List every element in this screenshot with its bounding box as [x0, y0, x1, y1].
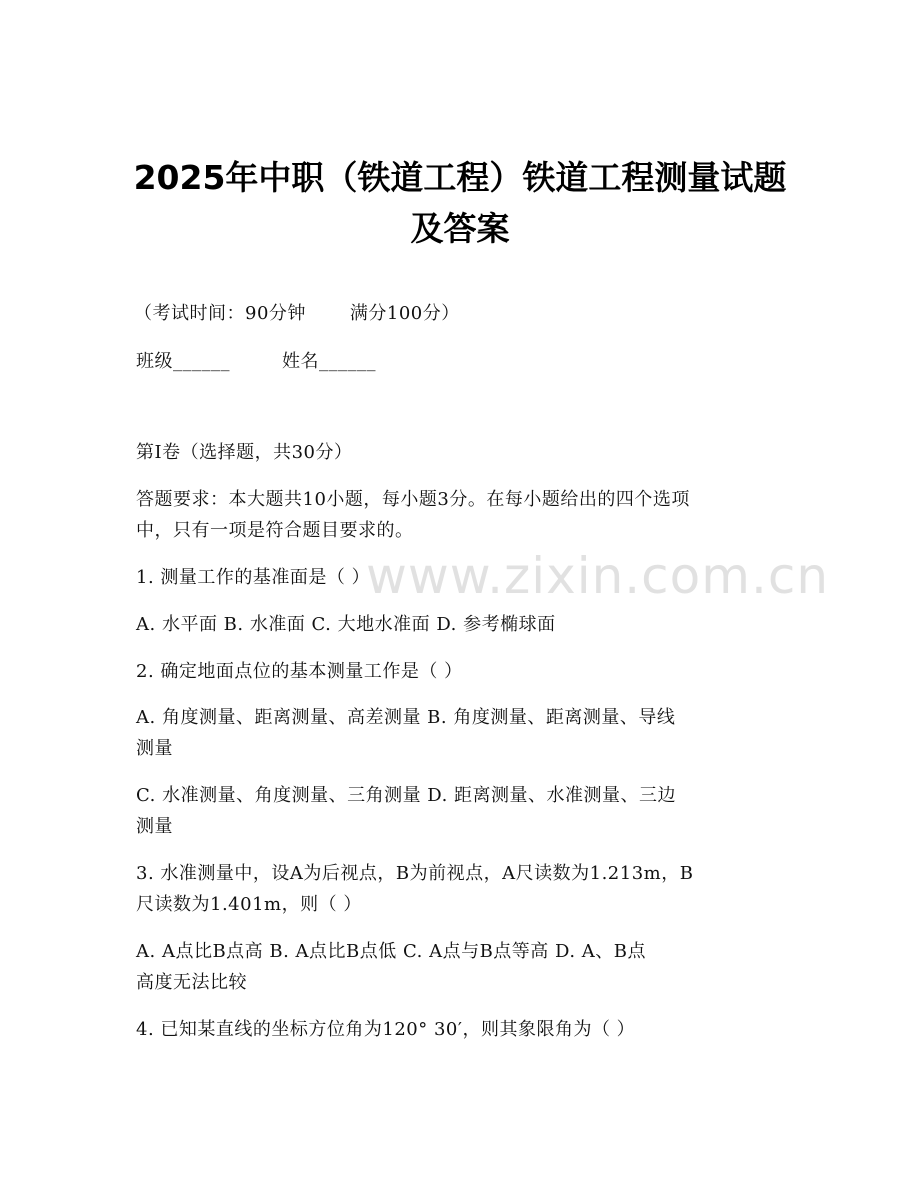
question-4-stem: 4. 已知某直线的坐标方位角为120° 30′，则其象限角为（ ）	[136, 1019, 636, 1040]
question-3-stem-line-2: 尺读数为1.401m，则（ ）	[136, 894, 362, 915]
question-1-stem: 1. 测量工作的基准面是（ ）	[136, 567, 371, 588]
question-1-options: A. 水平面 B. 水准面 C. 大地水准面 D. 参考椭球面	[136, 614, 556, 635]
exam-score-label: 满分100分）	[349, 303, 460, 324]
instructions-line-2: 中，只有一项是符合题目要求的。	[136, 520, 414, 541]
name-label: 姓名	[282, 351, 319, 372]
question-2-options-line-3: C. 水准测量、角度测量、三角测量 D. 距离测量、水准测量、三边	[136, 785, 677, 806]
class-label: 班级	[136, 351, 173, 372]
section-title: 第I卷（选择题，共30分）	[136, 442, 353, 463]
name-blank: ______	[319, 351, 376, 372]
watermark-text: www.zixin.com.cn	[366, 547, 830, 605]
question-3-options-line-2: 高度无法比较	[136, 972, 247, 993]
question-2-options-line-4: 测量	[136, 816, 173, 837]
question-2-options-line-1: A. 角度测量、距离测量、高差测量 B. 角度测量、距离测量、导线	[136, 707, 676, 728]
question-3-stem-line-1: 3. 水准测量中，设A为后视点，B为前视点，A尺读数为1.213m，B	[136, 863, 694, 884]
class-name-line	[136, 350, 786, 374]
class-blank: ______	[173, 351, 230, 372]
document-title-line-1: 2025年中职（铁道工程）铁道工程测量试题	[133, 158, 787, 197]
question-2-options-line-2: 测量	[136, 738, 173, 759]
question-2-stem: 2. 确定地面点位的基本测量工作是（ ）	[136, 661, 463, 682]
question-3-options-line-1: A. A点比B点高 B. A点比B点低 C. A点与B点等高 D. A、B点	[136, 941, 646, 962]
document-title-line-2: 及答案	[410, 209, 510, 248]
exam-time-score-line	[134, 302, 784, 326]
exam-time-label: （考试时间：90分钟	[134, 303, 306, 324]
instructions-line-1: 答题要求：本大题共10小题，每小题3分。在每小题给出的四个选项	[136, 489, 690, 510]
